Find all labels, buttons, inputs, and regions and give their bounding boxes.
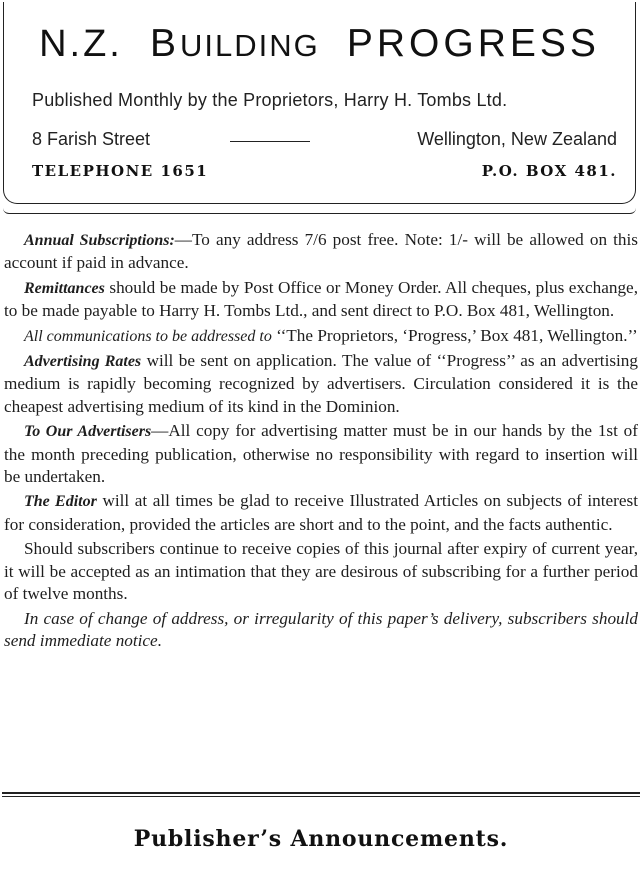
- title-nz: N.Z.: [39, 23, 123, 65]
- title-progress: PROGRESS: [346, 22, 600, 65]
- notice-lead: To Our Advertisers: [24, 423, 152, 441]
- publishers-announcements-heading: Publisher’s Announcements.: [133, 826, 509, 852]
- notice-communications: [4, 325, 638, 348]
- notice-advertising-rates: [4, 350, 638, 418]
- notice-editor: [4, 490, 638, 536]
- masthead-under-rule: [3, 208, 636, 214]
- notice-text: In case of change of address, or irregularity of this paper’s delivery, subscribers should send immediate notice.: [4, 608, 638, 650]
- section-divider: [2, 792, 640, 797]
- notice-text: Should subscribers continue to receive copies of this journal after expiry of current year, it will be accepted as an intimation that they are desirous of subscribing for a further period of twelve months.: [4, 539, 638, 604]
- notice-lead: The Editor: [24, 493, 97, 511]
- street-address: 8 Farish Street: [32, 129, 151, 149]
- notice-text: —To any address 7/6 post free. Note: 1/- will be allowed on this account if paid in advance.: [4, 230, 638, 273]
- notice-lead: Annual Subscriptions:: [24, 232, 175, 249]
- notice-change-of-address: [4, 608, 638, 653]
- po-box: P.O. BOX 481.: [481, 162, 617, 180]
- masthead-box: [3, 2, 636, 204]
- telephone: TELEPHONE 1651: [32, 162, 209, 180]
- notice-lead: Remittances: [24, 279, 105, 297]
- notices-section: [4, 229, 638, 654]
- notice-renewal: [4, 538, 638, 605]
- notice-lead: All communications to be addressed to: [24, 327, 272, 345]
- notice-lead: Advertising Rates: [24, 353, 142, 371]
- notice-text: will at all times be glad to receive Illustrated Articles on subjects of interest for consideration, provided the articles are short and to the point, and the facts authentic.: [4, 491, 638, 534]
- title-b: B: [149, 22, 180, 65]
- masthead-title: [4, 22, 635, 66]
- address-dash: [230, 141, 310, 142]
- masthead-subtitle: Published Monthly by the Proprietors, Harry H. Tombs Ltd.: [32, 90, 508, 110]
- notice-subscriptions: [4, 229, 638, 275]
- notice-text: ‘‘The Proprietors, ‘Progress,’ Box 481, Wellington.’’: [271, 325, 638, 345]
- notice-advertisers: [4, 420, 638, 488]
- title-uilding: UILDING: [179, 28, 320, 63]
- notice-text: will be sent on application. The value of ‘‘Progress’’ as an advertising medium is rapidly becoming recognized by advertisers. Circulation considered it is the cheapest advertising medium of its kind in the Dominion.: [4, 351, 638, 416]
- notice-text: should be made by Post Office or Money Order. All cheques, plus exchange, to be made payable to Harry H. Tombs Ltd., and sent direct to P.O. Box 481, Wellington.: [4, 277, 638, 321]
- notice-text: —All copy for advertising matter must be in our hands by the 1st of the month preceding publication, otherwise no responsibility with regard to insertion will be undertaken.: [4, 421, 638, 487]
- city-address: Wellington, New Zealand: [417, 129, 617, 149]
- notice-remittances: [4, 277, 638, 323]
